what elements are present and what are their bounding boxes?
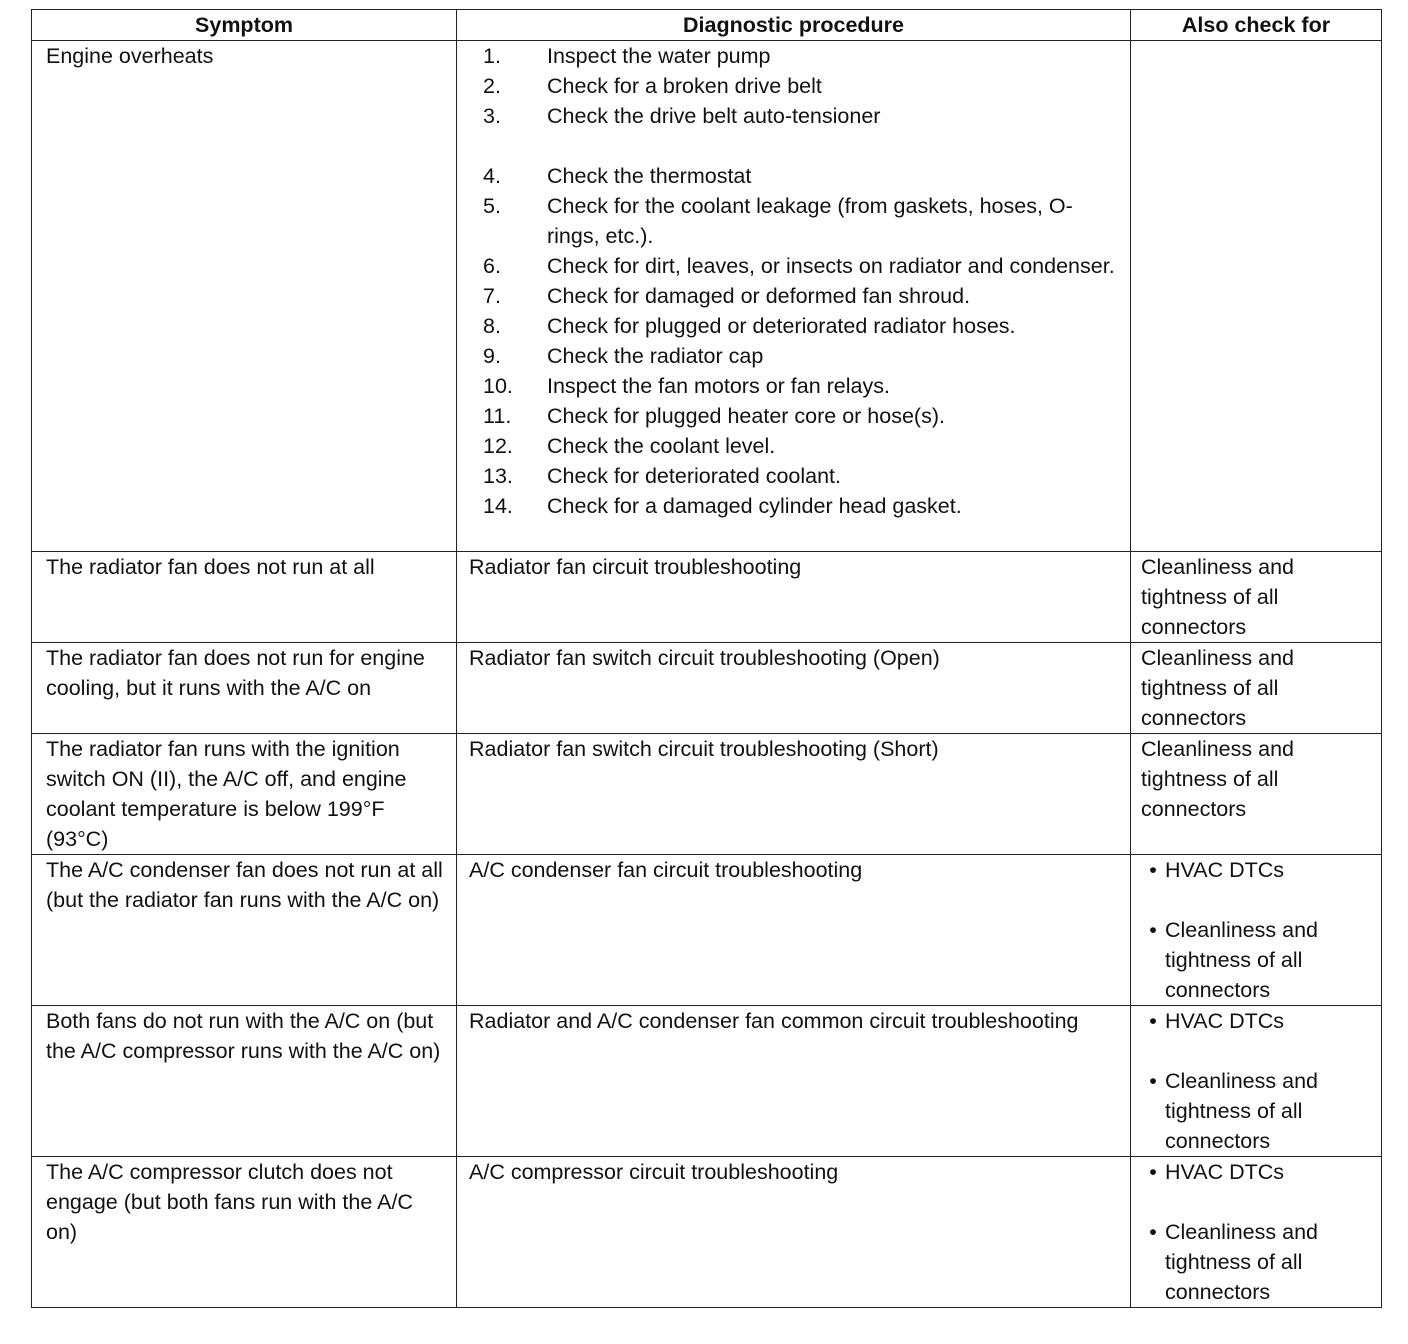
troubleshooting-table (31, 9, 1382, 1308)
symptom-cell: The radiator fan does not run for engine cooling, but it runs with the A/C on (32, 643, 457, 734)
list-item: • Cleanliness and tightness of all connectors (1149, 918, 1318, 1002)
procedure-steps-list (469, 41, 1124, 521)
procedure-step: 3. Check the drive belt auto-tensioner (483, 104, 881, 128)
procedure-cell: Radiator fan switch circuit troubleshooting (Open) (457, 643, 1131, 734)
procedure-step: 7. Check for damaged or deformed fan shroud. (483, 284, 971, 308)
also-check-cell (1131, 41, 1382, 552)
header-diagnostic-procedure: Diagnostic procedure (457, 10, 1131, 41)
table-row (32, 643, 1382, 734)
also-check-cell: Cleanliness and tightness of all connectors (1131, 552, 1382, 643)
procedure-step: 14. Check for a damaged cylinder head gasket. (483, 494, 962, 518)
procedure-step: 9. Check the radiator cap (483, 344, 764, 368)
procedure-step: 11. Check for plugged heater core or hose(s). (483, 404, 945, 428)
table-row (32, 734, 1382, 855)
procedure-step: 8. Check for plugged or deteriorated radiator hoses. (483, 314, 1016, 338)
symptom-cell: The A/C compressor clutch does not engage (but both fans run with the A/C on) (32, 1157, 457, 1308)
procedure-step: 1. Inspect the water pump (483, 44, 771, 68)
also-check-cell (1131, 1157, 1382, 1308)
list-item: • Cleanliness and tightness of all connectors (1149, 1069, 1318, 1153)
header-row (32, 10, 1382, 41)
also-check-cell: Cleanliness and tightness of all connectors (1131, 734, 1382, 855)
list-item: • HVAC DTCs (1149, 1009, 1285, 1033)
header-symptom: Symptom (32, 10, 457, 41)
table-row (32, 1006, 1382, 1157)
procedure-cell: A/C condenser fan circuit troubleshooting (457, 855, 1131, 1006)
header-also-check-for: Also check for (1131, 10, 1382, 41)
symptom-cell: The radiator fan does not run at all (32, 552, 457, 643)
symptom-cell: The radiator fan runs with the ignition switch ON (II), the A/C off, and engine coolant temperature is below 199°F (93°C) (32, 734, 457, 855)
procedure-cell: Radiator and A/C condenser fan common circuit troubleshooting (457, 1006, 1131, 1157)
table-row-engine-overheats (32, 41, 1382, 552)
list-item: • Cleanliness and tightness of all connectors (1149, 1220, 1318, 1304)
table-row (32, 1157, 1382, 1308)
procedure-step: 4. Check the thermostat (483, 164, 752, 188)
table-row (32, 855, 1382, 1006)
procedure-step: 10. Inspect the fan motors or fan relays. (483, 374, 890, 398)
procedure-step: 6. Check for dirt, leaves, or insects on radiator and condenser. (483, 254, 1115, 278)
list-item: • HVAC DTCs (1149, 1160, 1285, 1184)
symptom-cell: Engine overheats (32, 41, 457, 552)
symptom-cell: Both fans do not run with the A/C on (but the A/C compressor runs with the A/C on) (32, 1006, 457, 1157)
procedure-cell: Radiator fan circuit troubleshooting (457, 552, 1131, 643)
procedure-step: 2. Check for a broken drive belt (483, 74, 822, 98)
table-header (32, 10, 1382, 41)
procedure-cell (457, 41, 1131, 552)
symptom-cell: The A/C condenser fan does not run at all (but the radiator fan runs with the A/C on) (32, 855, 457, 1006)
also-check-list (1141, 855, 1375, 1005)
also-check-list (1141, 1157, 1375, 1307)
procedure-cell: A/C compressor circuit troubleshooting (457, 1157, 1131, 1308)
procedure-step: 13. Check for deteriorated coolant. (483, 464, 841, 488)
also-check-cell (1131, 1006, 1382, 1157)
procedure-cell: Radiator fan switch circuit troubleshooting (Short) (457, 734, 1131, 855)
also-check-cell (1131, 855, 1382, 1006)
procedure-step: 5. Check for the coolant leakage (from gaskets, hoses, O-rings, etc.). (483, 194, 1073, 248)
table-row (32, 552, 1382, 643)
procedure-step: 12. Check the coolant level. (483, 434, 776, 458)
table-body (32, 41, 1382, 1308)
also-check-cell: Cleanliness and tightness of all connectors (1131, 643, 1382, 734)
also-check-list (1141, 1006, 1375, 1156)
list-item: • HVAC DTCs (1149, 858, 1285, 882)
